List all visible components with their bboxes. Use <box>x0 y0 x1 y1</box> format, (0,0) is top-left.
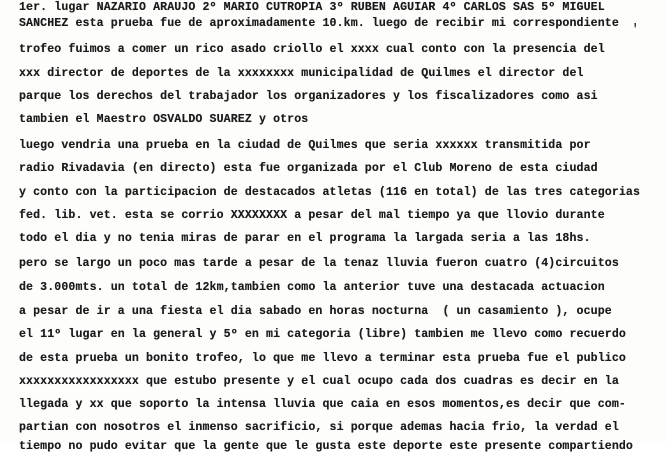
text-line: xxxxxxxxxxxxxxxxx que estubo presente y el cual ocupo cada dos cuadras es decir en la <box>19 375 619 388</box>
text-line: 1er. lugar NAZARIO ARAUJO 2º MARIO CUTROPIA 3º RUBEN AGUIAR 4º CARLOS SAS 5º MIGUEL <box>19 1 605 14</box>
text-line: todo el dia y no tenia miras de parar en el programa la largada seria a las 18hs. <box>19 232 591 245</box>
text-line: SANCHEZ esta prueba fue de aproximadamente 10.km. luego de recibir mi correspondiente <box>19 17 619 30</box>
text-line: tambien el Maestro OSVALDO SUAREZ y otros <box>19 113 309 126</box>
text-line: de esta prueba un bonito trofeo, lo que me llevo a terminar esta prueba fue el publico <box>19 352 626 365</box>
text-line: y conto con la participacion de destacados atletas (116 en total) de las tres categorias <box>19 186 641 199</box>
text-line: tiempo no pudo evitar que la gente que le gusta este deporte este presente compartiendo <box>19 440 633 453</box>
text-line: pero se largo un poco mas tarde a pesar de la tenaz lluvia fueron cuatro (4)circuitos <box>19 257 619 270</box>
text-line: de 3.000mts. un total de 12km,tambien como la anterior tuve una destacada actuacion <box>19 281 605 294</box>
text-line: parque los derechos del trabajador los organizadores y los fiscalizadores como asi <box>19 90 598 103</box>
text-line: el 11º lugar en la general y 5º en mi categoria (libre) tambien me llevo como recuerdo <box>19 328 626 341</box>
text-line: partian con nosotros el inmenso sacrificio, si porque ademas hacia frio, la verdad el <box>19 421 619 434</box>
text-line: llegada y xx que soporto la intensa lluvia que caia en esos momentos,es decir que com- <box>19 398 626 411</box>
margin-tick-mark: ' <box>631 22 640 38</box>
text-line: xxx director de deportes de la xxxxxxxx municipalidad de Quilmes el director del <box>19 67 584 80</box>
text-line: fed. lib. vet. esta se corrio XXXXXXXX a pesar del mal tiempo ya que llovio durante <box>19 209 605 222</box>
text-line: a pesar de ir a una fiesta el dia sabado en horas nocturna ( un casamiento ), ocupe <box>19 305 612 318</box>
text-line: radio Rivadavia (en directo) esta fue organizada por el Club Moreno de esta ciudad <box>19 162 598 175</box>
text-line: luego vendria una prueba en la ciudad de Quilmes que seria xxxxxx transmitida por <box>19 139 591 152</box>
text-line: trofeo fuimos a comer un rico asado criollo el xxxx cual conto con la presencia del <box>19 43 605 56</box>
